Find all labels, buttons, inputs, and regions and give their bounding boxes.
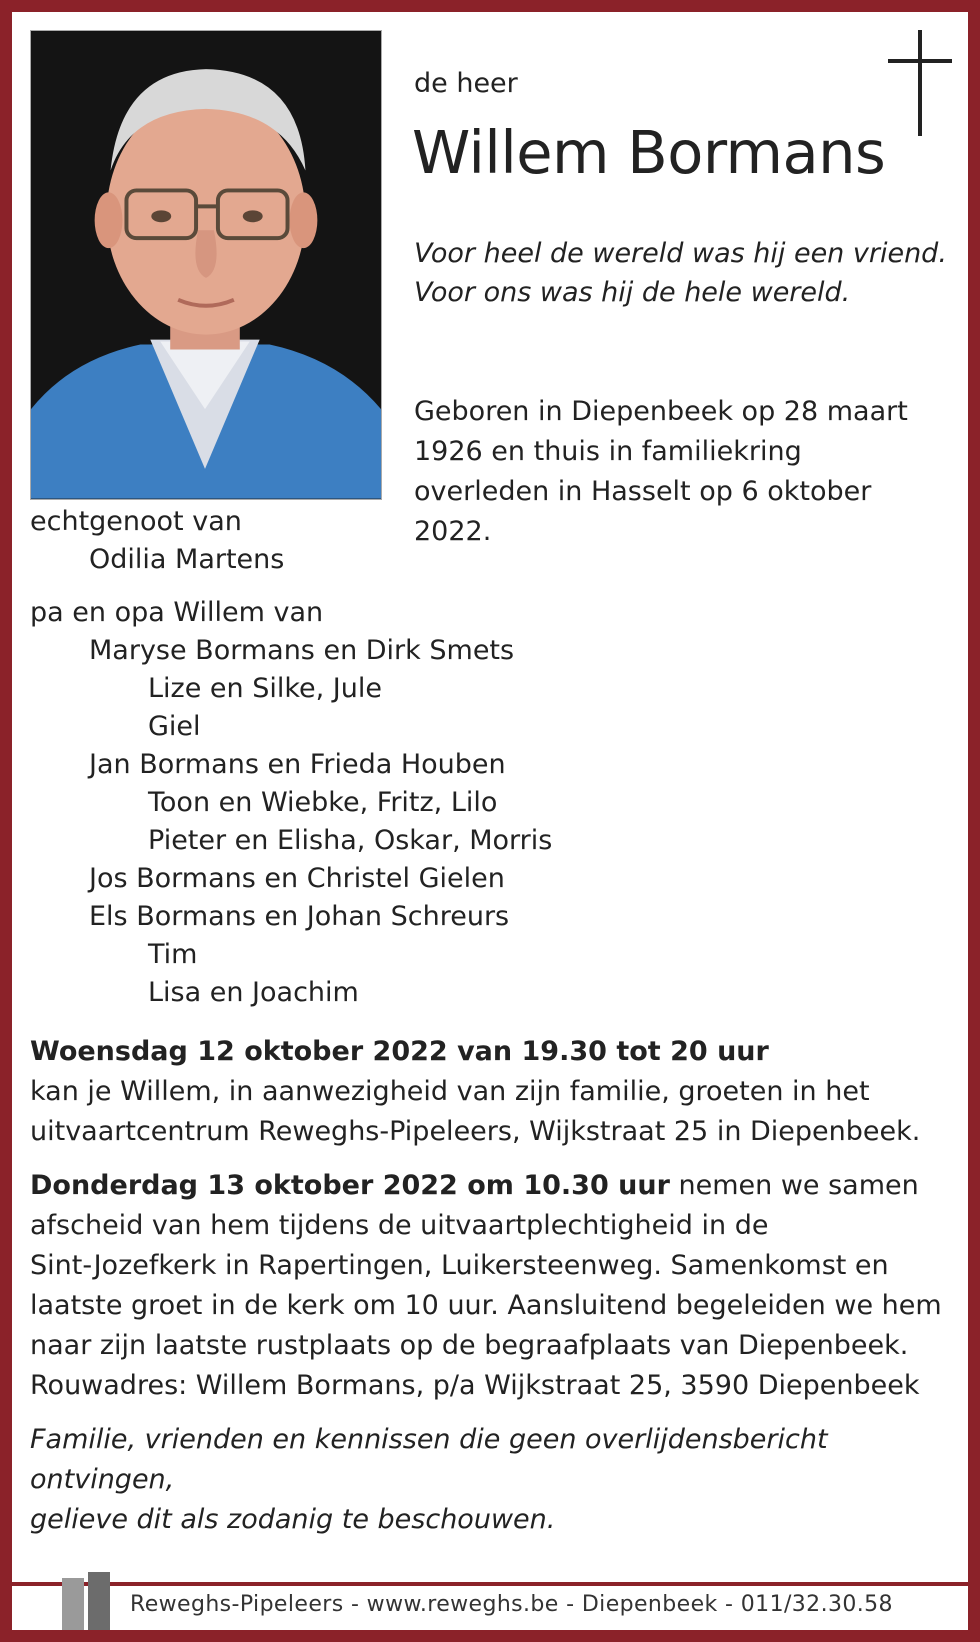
family-line: Giel — [148, 711, 201, 742]
family-line: Pieter en Elisha, Oskar, Morris — [148, 825, 553, 856]
mourning-address: Rouwadres: Willem Bormans, p/a Wijkstraat 25, 3590 Diepenbeek — [30, 1370, 920, 1401]
portrait-photo — [30, 30, 382, 500]
funeral-paragraph: Donderdag 13 oktober 2022 om 10.30 uur nemen we samen afscheid van hem tijdens de uitvaartplechtigheid in de Sint-Jozefkerk in Rapertingen, Luikersteenweg. Samenkomst en laatste groet in de kerk om 10 uur. Aansluitend begeleiden we hem naar zijn laatste rustplaats op de begraafplaats van Diepenbeek. — [30, 1170, 942, 1361]
family-line: Jan Bormans en Frieda Houben — [89, 749, 506, 780]
family-line: Lisa en Joachim — [148, 977, 359, 1008]
visitation-paragraph: Woensdag 12 oktober 2022 van 19.30 tot 20 uur kan je Willem, in aanwezigheid van zijn familie, groeten in het uitvaartcentrum Reweghs-Pipeleers, Wijkstraat 25 in Diepenbeek. — [30, 1036, 921, 1147]
notice-text: Familie, vrienden en kennissen die geen overlijdensbericht ontvingen, gelieve dit als zodanig te beschouwen. — [30, 1424, 828, 1535]
family-line: Els Bormans en Johan Schreurs — [89, 901, 510, 932]
visitation-date: Woensdag 12 oktober 2022 van 19.30 tot 20 uur — [30, 1036, 769, 1067]
birth-death-text: Geboren in Diepenbeek op 28 maart 1926 en thuis in familiekring overleden in Hasselt op 6 oktober 2022. — [414, 396, 908, 547]
family-label: pa en opa Willem van — [30, 597, 324, 628]
cross-icon — [888, 30, 952, 136]
family-line: Tim — [148, 939, 198, 970]
footer-contact: Reweghs-Pipeleers - www.reweghs.be - Diepenbeek - 011/32.30.58 — [130, 1592, 893, 1617]
family-line: Maryse Bormans en Dirk Smets — [89, 635, 515, 666]
family-line: Toon en Wiebke, Fritz, Lilo — [148, 787, 498, 818]
memorial-quote: Voor heel de wereld was hij een vriend. Voor ons was hij de hele wereld. — [414, 238, 947, 308]
family-line: Lize en Silke, Jule — [148, 673, 382, 704]
deceased-name: Willem Bormans — [412, 118, 886, 187]
funeral-date: Donderdag 13 oktober 2022 om 10.30 uur — [30, 1170, 670, 1201]
family-line: Jos Bormans en Christel Gielen — [89, 863, 505, 894]
spouse-name: Odilia Martens — [89, 544, 285, 575]
salutation: de heer — [414, 68, 518, 99]
funeral-home-logo-icon — [58, 1572, 110, 1630]
spouse-label: echtgenoot van — [30, 506, 242, 537]
